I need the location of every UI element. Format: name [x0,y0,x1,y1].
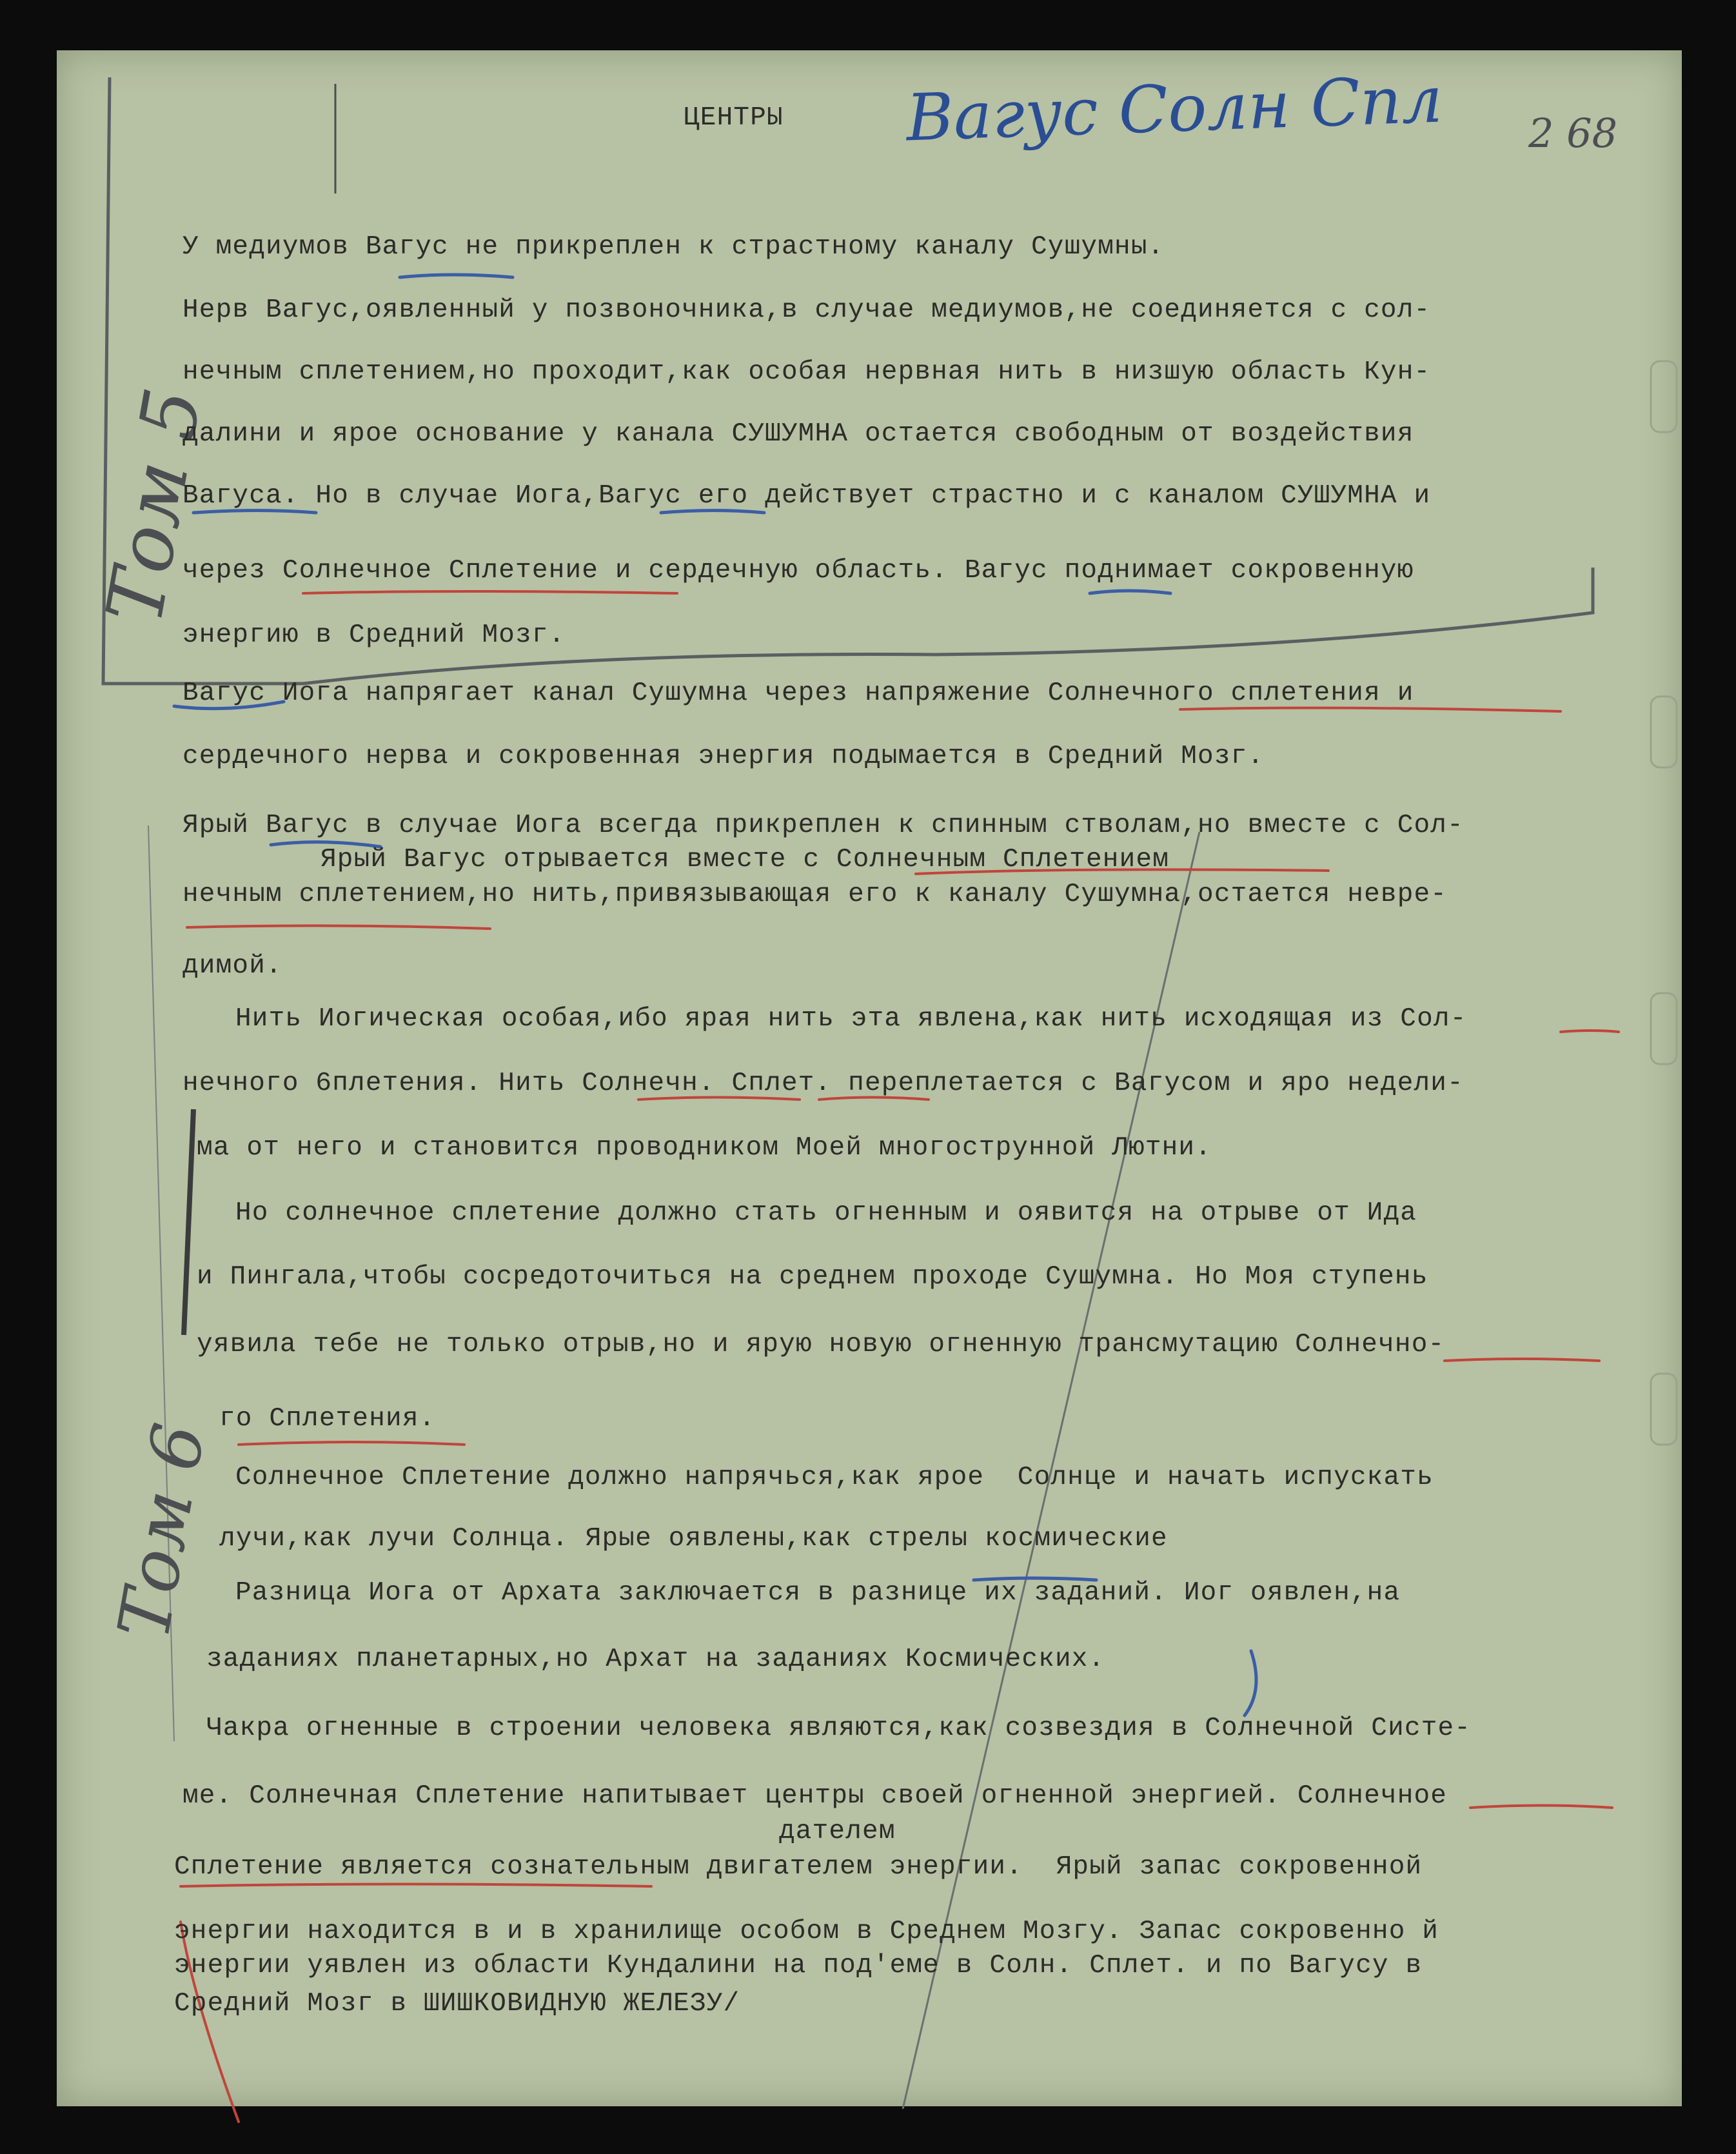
text-line: энергии находится в и в хранилище особом в Среднем Мозгу. Запас сокровенно й [174,1917,1439,1946]
text-line: Разница Иога от Архата заключается в разнице их заданий. Иог оявлен,на [235,1578,1401,1608]
text-line: нечным сплетением,но проходит,как особая нервная нить в низшую область Кун- [182,357,1431,387]
text-line: Вагус Иога напрягает канал Сушумна через напряжение Солнечного сплетения и [182,678,1414,708]
text-line: димой. [182,951,282,981]
text-line: заданиях планетарных,но Архат на заданиях Космических. [206,1645,1105,1674]
text-line: Сплетение является сознательным двигателем энергии. Ярый запас сокровенной [174,1852,1423,1882]
text-line: энергии уявлен из области Кундалини на под'еме в Солн. Сплет. и по Вагусу в [174,1951,1423,1981]
text-line: энергию в Средний Мозг. [182,620,566,650]
text-line: Средний Мозг в ШИШКОВИДНУЮ ЖЕЛЕЗУ/ [174,1989,740,2019]
text-line: ма от него и становится проводником Моей многострунной Лютни. [197,1133,1212,1163]
text-line: нечным сплетением,но нить,привязывающая его к каналу Сушумна,остается невре- [182,880,1448,909]
page-title: ЦЕНТРЫ [684,103,784,133]
text-line: через Солнечное Сплетение и сердечную область. Вагус поднимает сокровенную [182,556,1414,586]
text-line: Но солнечное сплетение должно стать огненным и оявится на отрыве от Ида [235,1198,1417,1228]
text-line: сердечного нерва и сокровенная энергия подымается в Средний Мозг. [182,742,1265,771]
text-line: уявила тебе не только отрыв,но и ярую новую огненную трансмутацию Солнечно- [197,1330,1445,1359]
text-line: далини и ярое основание у канала СУШУМНА остается свободным от воздействия [182,419,1414,449]
text-line: лучи,как лучи Солнца. Ярые оявлены,как стрелы космические [219,1524,1168,1554]
text-line: Вагуса. Но в случае Иога,Вагус его действует страстно и с каналом СУШУМНА и [182,481,1431,511]
text-line: Чакра огненные в строении человека являются,как созвездия в Солнечной Систе- [206,1714,1472,1743]
header-handwritten-note: Вагус Солн Спл [905,61,1444,156]
text-line: го Сплетения. [219,1404,436,1434]
page-number: 2 68 [1528,110,1618,157]
text-line: Нить Иогическая особая,ибо ярая нить эта явлена,как нить исходящая из Сол- [235,1004,1467,1034]
text-line: Солнечное Сплетение должно напрячься,как ярое Солнце и начать испускать [235,1463,1434,1492]
text-line: Ярый Вагус в случае Иога всегда прикреплен к спинным стволам,но вместе с Сол- [182,811,1464,840]
text-line: ме. Солнечная Сплетение напитывает центры своей огненной энергией. Солнечное [182,1781,1448,1811]
text-line: и Пингала,чтобы сосредоточиться на среднем проходе Сушумна. Но Моя ступень [197,1262,1428,1292]
text-line: У медиумов Вагус не прикреплен к страстному каналу Сушумны. [182,232,1165,262]
margin-volume-note-lower: Том 6 [102,1417,221,1645]
text-line-insertion: Ярый Вагус отрывается вместе с Солнечным Сплетением [321,845,1170,874]
text-line: Нерв Вагус,оявленный у позвоночника,в случае медиумов,не соединяется с сол- [182,295,1431,325]
margin-volume-note-upper: Том 5 [90,382,219,631]
text-line: нечного 6плетения. Нить Солнечн. Сплет. переплетается с Вагусом и яро недели- [182,1069,1464,1098]
text-line-insertion: дателем [779,1817,896,1846]
